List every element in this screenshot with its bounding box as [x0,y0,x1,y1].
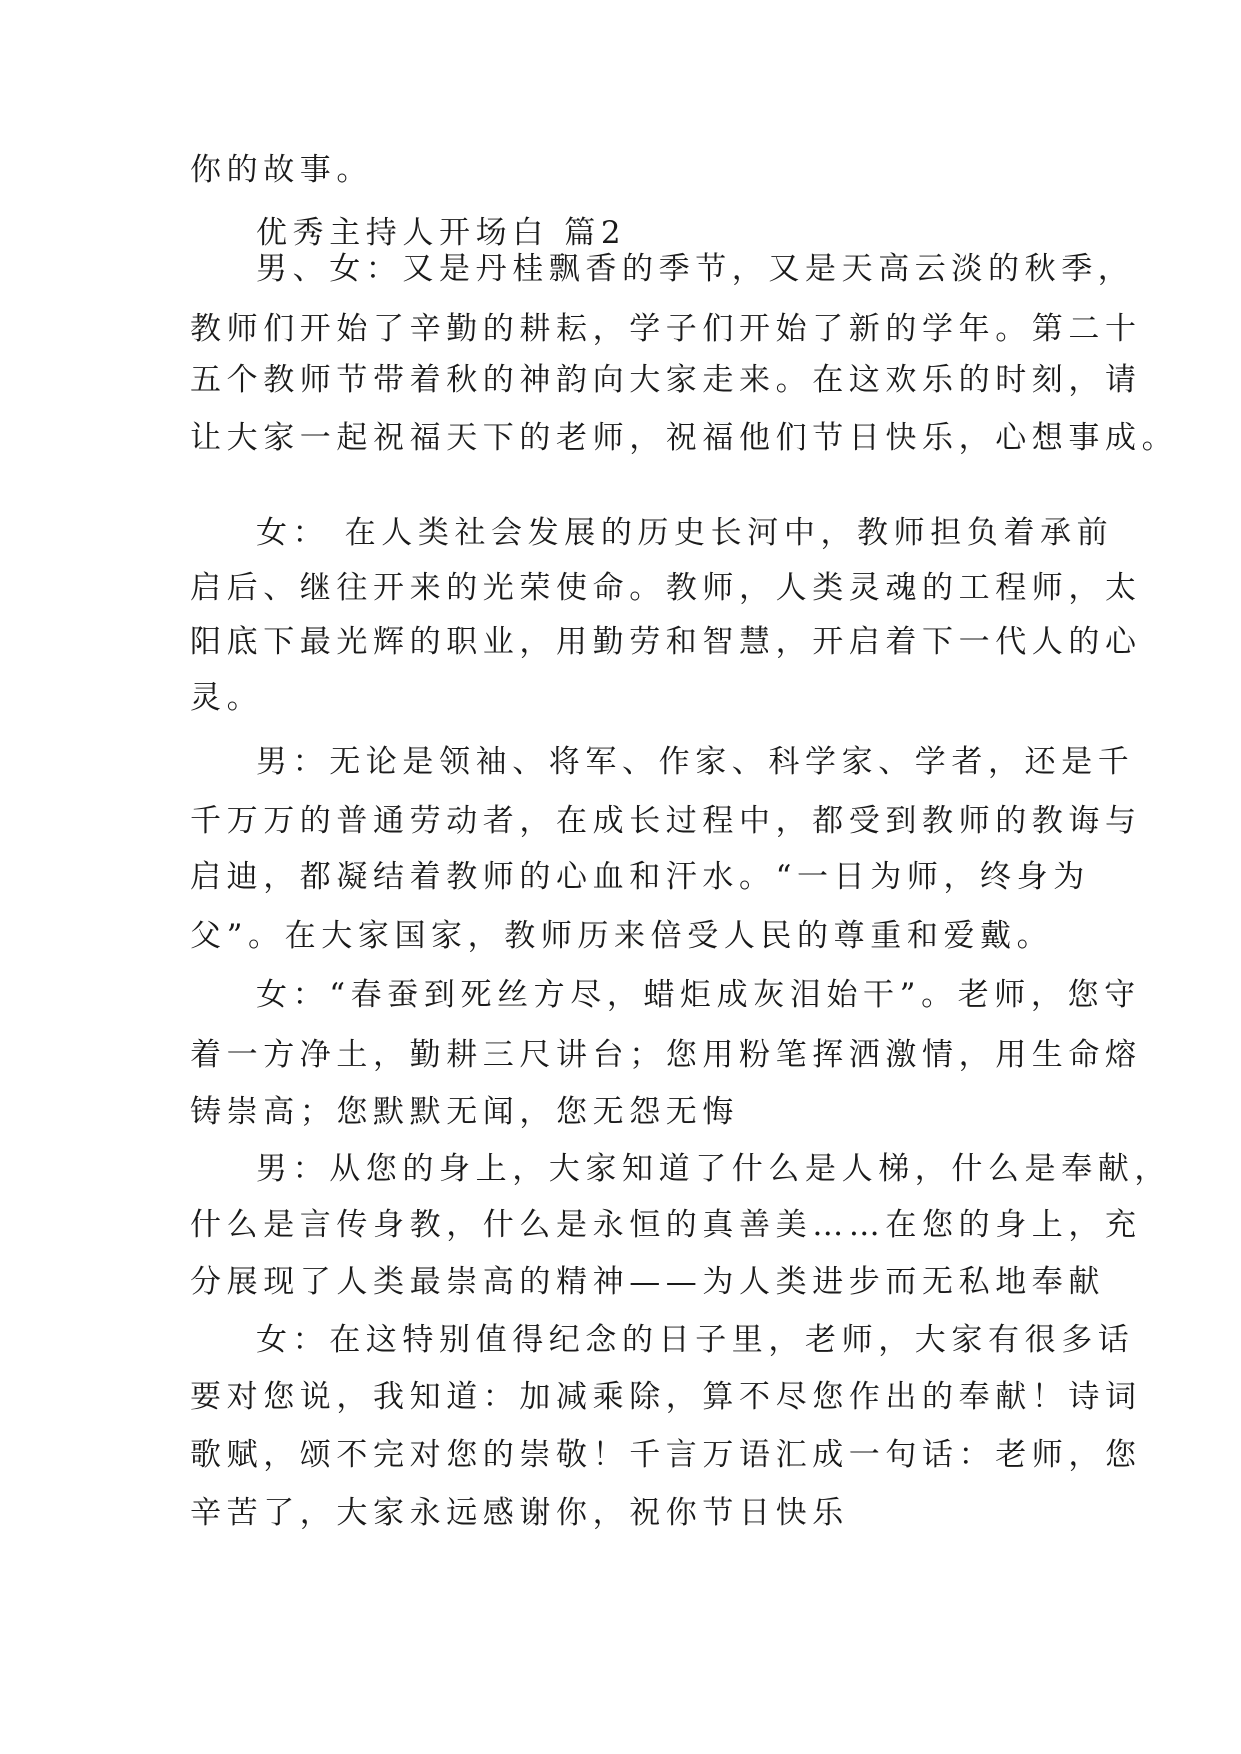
text-line: 女：“春蚕到死丝方尽，蜡炬成灰泪始干”。老师，您守 [256,977,1141,1013]
text-line: 父”。在大家国家，教师历来倍受人民的尊重和爱戴。 [190,918,1054,954]
text-line: 阳底下最光辉的职业，用勤劳和智慧，开启着下一代人的心 [190,624,1142,660]
text-line: 女： 在人类社会发展的历史长河中，教师担负着承前 [256,515,1114,551]
text-line: 要对您说，我知道：加减乘除，算不尽您作出的奉献！诗词 [190,1379,1142,1415]
text-line: 启迪，都凝结着教师的心血和汗水。“一日为师，终身为 [190,859,1090,895]
text-line: 你的故事。 [190,152,373,188]
text-line: 铸崇高；您默默无闻，您无怨无悔 [190,1094,739,1130]
text-line: 分展现了人类最崇高的精神——为人类进步而无私地奉献 [190,1264,1105,1300]
text-line: 男：从您的身上，大家知道了什么是人梯，什么是奉献， [256,1151,1171,1187]
text-line: 什么是言传身教，什么是永恒的真善美……在您的身上，充 [190,1207,1142,1243]
text-line: 着一方净土，勤耕三尺讲台；您用粉笔挥洒激情，用生命熔 [190,1037,1142,1073]
text-line: 男：无论是领袖、将军、作家、科学家、学者，还是千 [256,744,1135,780]
text-line: 教师们开始了辛勤的耕耘，学子们开始了新的学年。第二十 [190,311,1142,347]
text-line: 让大家一起祝福天下的老师，祝福他们节日快乐，心想事成。 [190,420,1179,456]
section-heading: 优秀主持人开场白 篇2 [256,215,627,251]
text-line: 启后、继往开来的光荣使命。教师，人类灵魂的工程师，太 [190,570,1142,606]
text-line: 男、女：又是丹桂飘香的季节，又是天高云淡的秋季， [256,251,1135,287]
text-line: 辛苦了，大家永远感谢你，祝你节日快乐 [190,1495,849,1531]
text-line: 五个教师节带着秋的神韵向大家走来。在这欢乐的时刻，请 [190,362,1142,398]
text-line: 歌赋，颂不完对您的崇敬！千言万语汇成一句话：老师，您 [190,1437,1142,1473]
text-line: 千万万的普通劳动者，在成长过程中，都受到教师的教诲与 [190,803,1142,839]
text-line: 女：在这特别值得纪念的日子里，老师，大家有很多话 [256,1322,1135,1358]
text-line: 灵。 [190,680,264,716]
